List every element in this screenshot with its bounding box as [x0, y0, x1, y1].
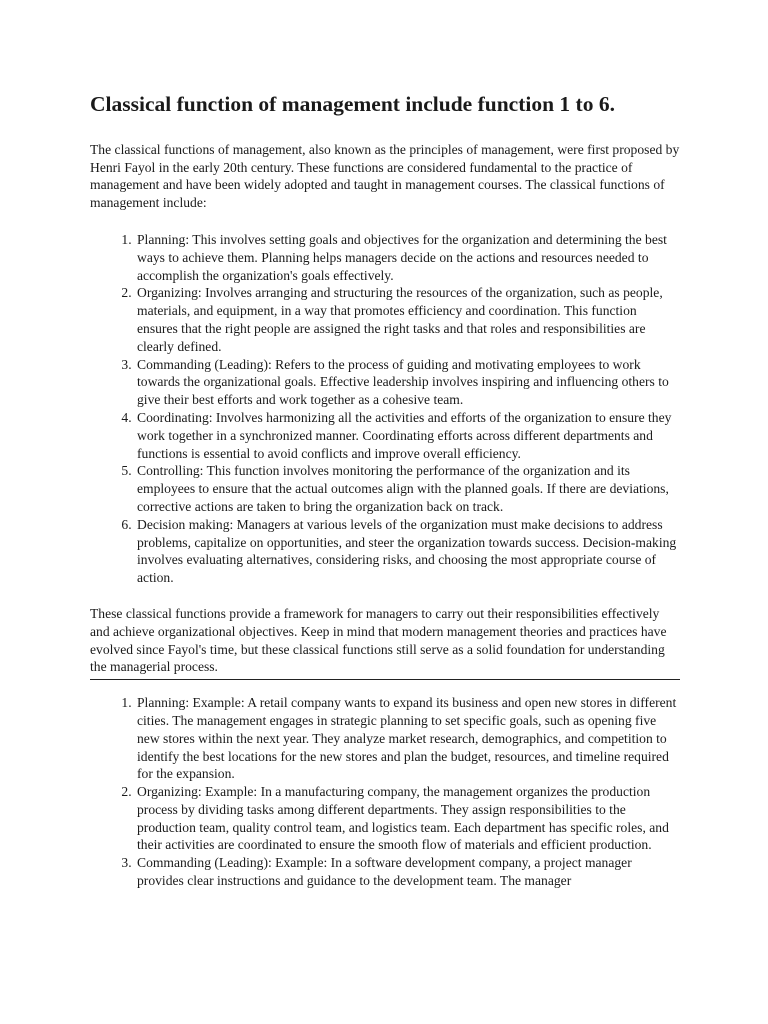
document-title: Classical function of management include function 1 to 6.	[90, 92, 615, 116]
document-page	[90, 92, 680, 890]
list-item: 1. Planning: This involves setting goals and objectives for the organization and determining the best ways to achieve them. Planning helps managers decide on the actions and resources needed to accomplish the organization's goals effectively.	[135, 231, 680, 284]
examples-list	[90, 694, 680, 890]
list-item: 4. Coordinating: Involves harmonizing all the activities and efforts of the organization to ensure they work together in a synchronized manner. Coordinating efforts across different departments and functions is essential to avoid conflicts and improve overall efficiency.	[135, 409, 680, 462]
list-item: 6. Decision making: Managers at various levels of the organization must make decisions to address problems, capitalize on opportunities, and steer the organization towards success. Decision-making involves evaluating alternatives, considering risks, and choosing the most appropriate course of action.	[135, 516, 680, 587]
list-item: 2. Organizing: Example: In a manufacturing company, the management organizes the production process by dividing tasks among different departments. They assign responsibilities to the production team, quality control team, and logistics team. Each department has specific roles, and their activities are coordinated to ensure the smooth flow of materials and efficient production.	[135, 783, 680, 854]
list-item: 3. Commanding (Leading): Refers to the process of guiding and motivating employees to work towards the organizational goals. Effective leadership involves inspiring and influencing others to give their best efforts and work together as a cohesive team.	[135, 356, 680, 409]
list-item: 5. Controlling: This function involves monitoring the performance of the organization and its employees to ensure that the actual outcomes align with the planned goals. If there are deviations, corrective actions are taken to bring the organization back on track.	[135, 462, 680, 515]
intro-paragraph: The classical functions of management, also known as the principles of management, were first proposed by Henri Fayol in the early 20th century. These functions are considered fundamental to the practice of management and have been widely adopted and taught in management courses. The classical functions of management include:	[90, 141, 680, 211]
outro-paragraph: These classical functions provide a framework for managers to carry out their responsibilities effectively and achieve organizational objectives. Keep in mind that modern management theories and practices have evolved since Fayol's time, but these classical functions still serve as a solid foundation for understanding the managerial process.	[90, 605, 667, 675]
list-item: 1. Planning: Example: A retail company wants to expand its business and open new stores in different cities. The management engages in strategic planning to set specific goals, such as opening five new stores within the next year. They analyze market research, demographics, and competition to identify the best locations for the new stores and plan the budget, resources, and timeline required for the expansion.	[135, 694, 680, 783]
list-item: 2. Organizing: Involves arranging and structuring the resources of the organization, such as people, materials, and equipment, in a way that promotes efficiency and coordination. This function ensures that the right people are assigned the right tasks and that roles and responsibilities are clearly defined.	[135, 284, 680, 355]
divider	[90, 679, 680, 680]
functions-list	[90, 231, 680, 587]
list-item: 3. Commanding (Leading): Example: In a software development company, a project manager provides clear instructions and guidance to the development team. The manager	[135, 854, 680, 890]
